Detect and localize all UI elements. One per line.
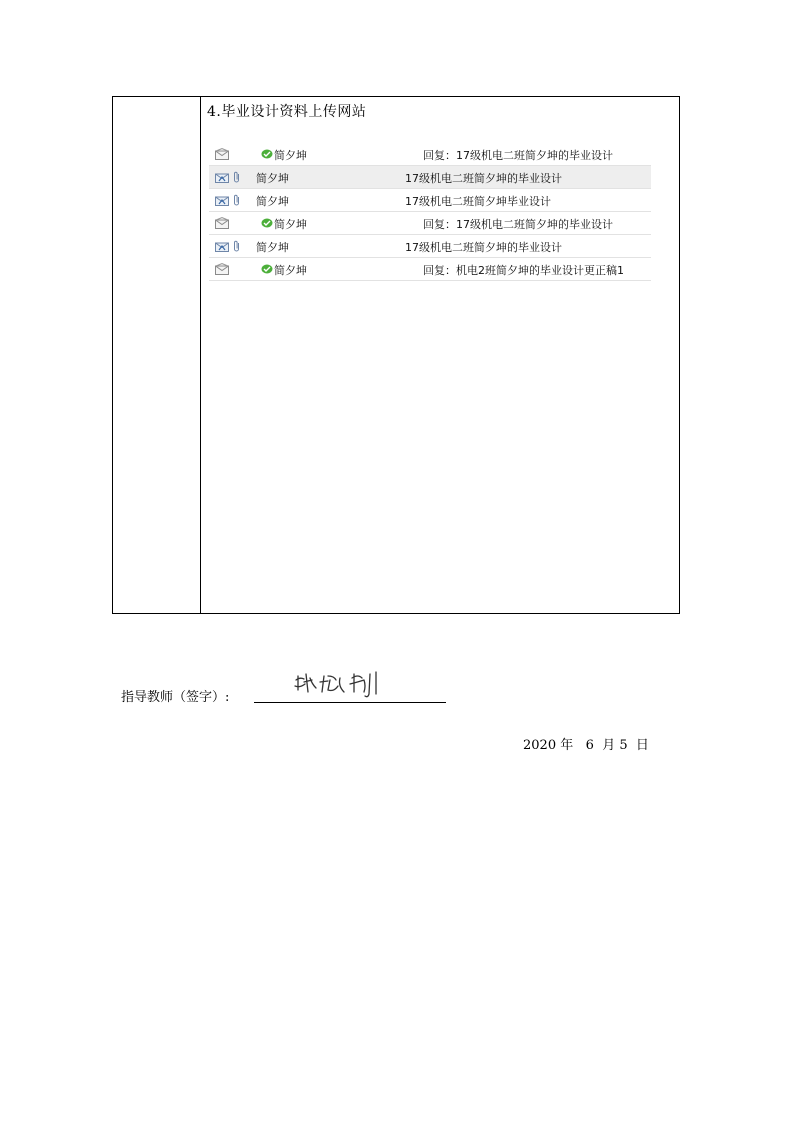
mail-sender: 简夕坤: [256, 172, 289, 185]
mail-list: [209, 143, 651, 281]
date-year: 2020: [523, 738, 557, 753]
mail-subject[interactable]: 17级机电二班简夕坤的毕业设计: [405, 172, 562, 185]
mail-sender: 简夕坤: [256, 195, 289, 208]
mail-sender: 简夕坤: [256, 241, 289, 254]
mail-read-icon: [215, 240, 229, 252]
mail-subject[interactable]: 17级机电二班简夕坤的毕业设计: [405, 241, 562, 254]
date-year-unit: 年: [560, 738, 574, 753]
mail-row[interactable]: [209, 166, 651, 189]
mail-sender: 简夕坤: [274, 264, 307, 277]
attachment-clip-icon: [233, 194, 241, 206]
signature-underline: [254, 702, 446, 703]
signature-date: [523, 734, 649, 753]
mail-sender: 简夕坤: [274, 218, 307, 231]
mail-subject[interactable]: 回复：机电2班简夕坤的毕业设计更正稿1: [423, 264, 624, 277]
replied-check-icon: [261, 218, 273, 228]
attachment-clip-icon: [233, 240, 241, 252]
date-month-unit: 月: [602, 738, 616, 753]
left-label-cell: [113, 97, 201, 613]
mail-subject[interactable]: 17级机电二班简夕坤毕业设计: [405, 195, 551, 208]
mail-read-icon: [215, 194, 229, 206]
mail-subject[interactable]: 回复：17级机电二班简夕坤的毕业设计: [423, 149, 613, 162]
handwritten-signature: [292, 668, 384, 700]
date-day: 5: [619, 738, 628, 753]
mail-row[interactable]: [209, 258, 651, 281]
mail-envelope-icon: [215, 217, 229, 229]
mail-row[interactable]: [209, 189, 651, 212]
mail-row[interactable]: [209, 235, 651, 258]
mail-read-icon: [215, 171, 229, 183]
mail-sender: 简夕坤: [274, 149, 307, 162]
replied-check-icon: [261, 149, 273, 159]
section-title: 4.毕业设计资料上传网站: [207, 104, 367, 120]
replied-check-icon: [261, 264, 273, 274]
mail-row[interactable]: [209, 143, 651, 166]
date-day-unit: 日: [635, 738, 649, 753]
mail-envelope-icon: [215, 263, 229, 275]
content-cell: [202, 97, 679, 613]
mail-subject[interactable]: 回复：17级机电二班简夕坤的毕业设计: [423, 218, 613, 231]
date-month: 6: [585, 738, 594, 753]
mail-envelope-icon: [215, 148, 229, 160]
form-table: [112, 96, 680, 614]
mail-row[interactable]: [209, 212, 651, 235]
attachment-clip-icon: [233, 171, 241, 183]
signature-label: 指导教师（签字）:: [121, 690, 230, 705]
